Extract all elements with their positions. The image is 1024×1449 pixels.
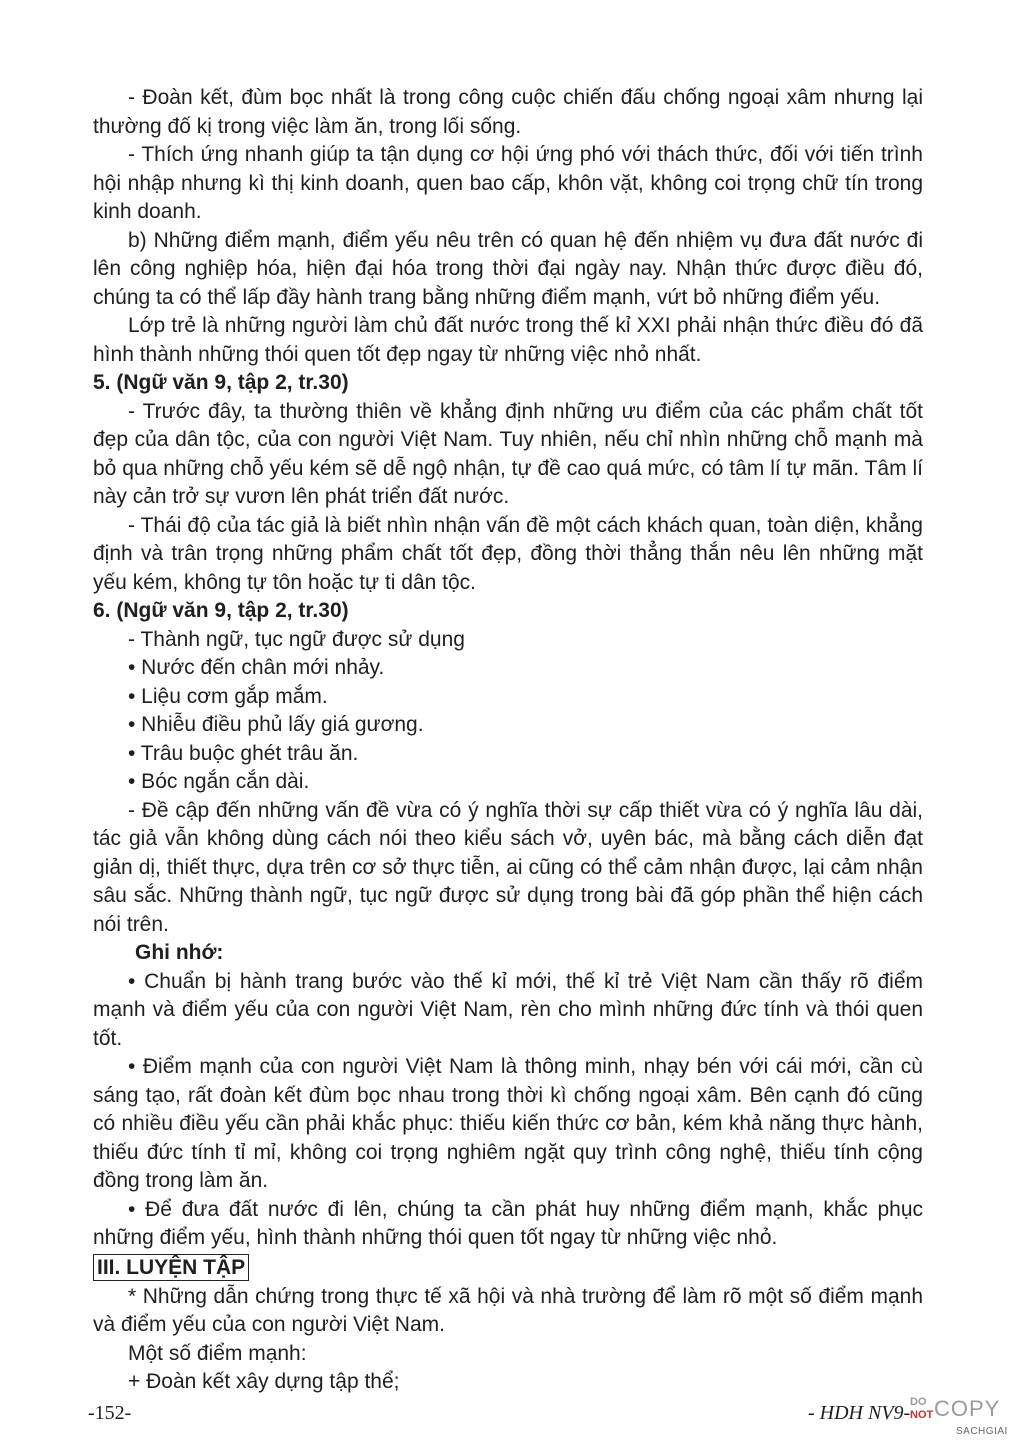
paragraph: • Chuẩn bị hành trang bước vào thế kỉ mới, thế kỉ trẻ Việt Nam cần thấy rõ điểm mạnh và điểm yếu của con người Việt Nam, rèn cho mình những đức tính và thói quen tốt. bbox=[93, 969, 923, 1050]
page-number: -152- bbox=[88, 1402, 132, 1424]
paragraph: • Để đưa đất nước đi lên, chúng ta cần phát huy những điểm mạnh, khắc phục những điểm yếu, hình thành những thói quen tốt ngay từ những việc nhỏ. bbox=[93, 1197, 923, 1249]
watermark-do: DO bbox=[910, 1396, 927, 1408]
page-content bbox=[93, 84, 923, 1397]
watermark-copy: COPY bbox=[934, 1396, 1001, 1421]
list-item: • Trâu buộc ghét trâu ăn. bbox=[128, 741, 359, 765]
paragraph: • Điểm mạnh của con người Việt Nam là thông minh, nhạy bén với cái mới, cần cù sáng tạo, rất đoàn kết đùm bọc nhau trong thời kì chống ngoại xâm. Bên cạnh đó cũng có nhiều điều yếu cần phải khắc phục: thiếu kiến thức cơ bản, kém khả năng thực hành, thiếu đức tính tỉ mỉ, không coi trọng nghiêm ngặt quy trình công nghệ, thiếu tính cộng đồng trong làm ăn. bbox=[93, 1055, 923, 1192]
paragraph: - Đề cập đến những vấn đề vừa có ý nghĩa thời sự cấp thiết vừa có ý nghĩa lâu dài, tác giả vẫn không dùng cách nói theo kiểu sách vở, uyên bác, mà bằng cách diễn đạt giản dị, thiết thực, dựa trên cơ sở thực tiễn, ai cũng có thể cảm nhận được, lại cảm nhận sâu sắc. Những thành ngữ, tục ngữ được sử dụng trong bài đã góp phần thể hiện cách nói trên. bbox=[93, 798, 923, 936]
exercise-heading: 5. (Ngữ văn 9, tập 2, tr.30) bbox=[93, 371, 349, 394]
exercise-heading: 6. (Ngữ văn 9, tập 2, tr.30) bbox=[93, 599, 349, 622]
paragraph: Một số điểm mạnh: bbox=[128, 1341, 307, 1365]
paragraph: * Những dẫn chứng trong thực tế xã hội và nhà trường để làm rõ một số điểm mạnh và điểm yếu của con người Việt Nam. bbox=[93, 1284, 923, 1336]
list-item: • Bóc ngắn cắn dài. bbox=[128, 770, 310, 793]
paragraph: - Trước đây, ta thường thiên về khẳng định những ưu điểm của các phẩm chất tốt đẹp của dân tộc, của con người Việt Nam. Tuy nhiên, nếu chỉ nhìn những chỗ mạnh mà bỏ qua những chỗ yếu kém sẽ dễ ngộ nhận, tự đề cao quá mức, có tâm lí tự mãn. Tâm lí này cản trở sự vươn lên phát triển đất nước. bbox=[93, 399, 923, 508]
paragraph: b) Những điểm mạnh, điểm yếu nêu trên có quan hệ đến nhiệm vụ đưa đất nước đi lên công nghiệp hóa, hiện đại hóa trong thời đại ngày nay. Nhận thức được điều đó, chúng ta có thể lấp đầy hành trang bằng những điểm mạnh, vứt bỏ những điểm yếu. bbox=[93, 228, 923, 309]
list-item: • Liệu cơm gắp mắm. bbox=[128, 684, 328, 708]
list-item: • Nhiễu điều phủ lấy giá gương. bbox=[128, 713, 424, 736]
list-item: - Thành ngữ, tục ngữ được sử dụng bbox=[128, 627, 465, 651]
paragraph: - Thích ứng nhanh giúp ta tận dụng cơ hội ứng phó với thách thức, đối với tiến trình hội nhập nhưng kì thị kinh doanh, quen bao cấp, khôn vặt, không coi trọng chữ tín trong kinh doanh. bbox=[93, 143, 923, 223]
paragraph: - Thái độ của tác giả là biết nhìn nhận vấn đề một cách khách quan, toàn diện, khẳng định và trân trọng những phẩm chất tốt đẹp, đồng thời thẳng thắn nêu lên những mặt yếu kém, không tự tôn hoặc tự ti dân tộc. bbox=[93, 513, 923, 594]
watermark-logo bbox=[910, 1396, 1020, 1446]
summary-heading: Ghi nhớ: bbox=[135, 941, 224, 964]
paragraph: - Đoàn kết, đùm bọc nhất là trong công cuộc chiến đấu chống ngoại xâm nhưng lại thường đố kị trong việc làm ăn, trong lối sống. bbox=[93, 86, 923, 138]
list-item: • Nước đến chân mới nhảy. bbox=[128, 656, 385, 679]
watermark-brand: SACHGIAI bbox=[956, 1426, 1008, 1437]
paragraph: Lớp trẻ là những người làm chủ đất nước trong thế kỉ XXI phải nhận thức điều đó đã hình thành những thói quen tốt đẹp ngay từ những việc nhỏ nhất. bbox=[93, 314, 923, 366]
section-heading bbox=[93, 1253, 923, 1283]
watermark-not: NOT bbox=[910, 1409, 934, 1421]
book-code: - HDH NV9- bbox=[808, 1402, 911, 1424]
paragraph: + Đoàn kết xây dựng tập thể; bbox=[128, 1370, 400, 1393]
section-heading-box: III. LUYỆN TẬP bbox=[93, 1254, 249, 1281]
